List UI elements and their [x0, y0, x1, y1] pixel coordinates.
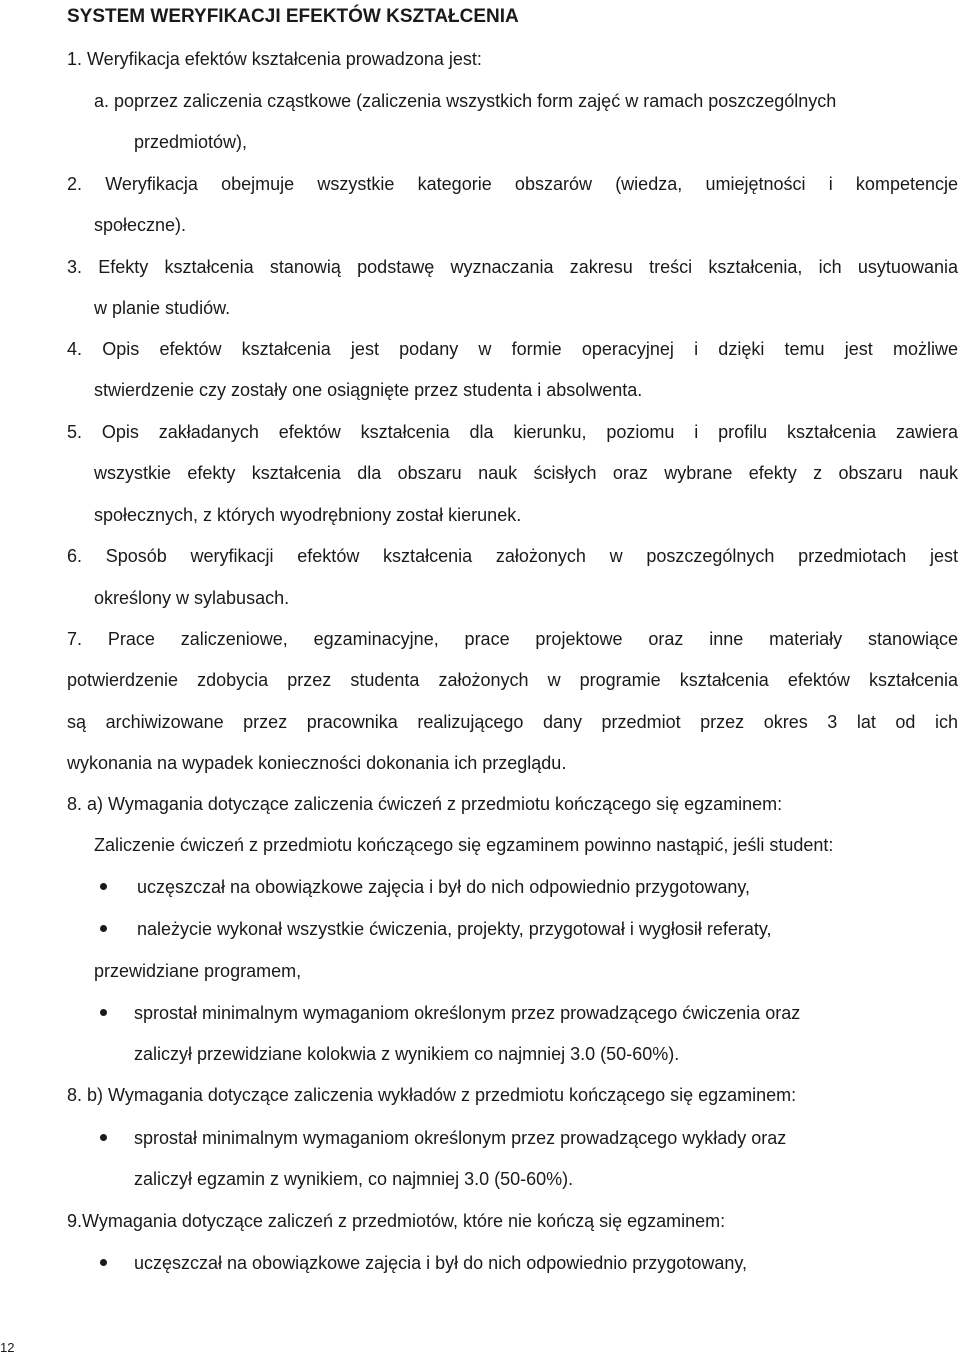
- item-8a-bullet-2: należycie wykonał wszystkie ćwiczenia, projekty, przygotował i wygłosił referaty,: [137, 919, 772, 939]
- item-8a-heading: 8. a) Wymagania dotyczące zaliczenia ćwiczeń z przedmiotu kończącego się egzaminem:: [67, 794, 783, 814]
- bullet-icon: [100, 925, 107, 932]
- item-8b-bullet-1-line2: zaliczył egzamin z wynikiem, co najmniej 3.0 (50-60%).: [134, 1169, 574, 1189]
- item-9-heading: 9.Wymagania dotyczące zaliczeń z przedmiotów, które nie kończą się egzaminem:: [67, 1211, 726, 1231]
- bullet-icon: [100, 883, 107, 890]
- item-1a-line2: przedmiotów),: [134, 132, 248, 152]
- item-8a-bullet-3-line2: zaliczył przewidziane kolokwia z wynikiem co najmniej 3.0 (50-60%).: [134, 1044, 680, 1064]
- item-3-line1: 3. Efekty kształcenia stanowią podstawę wyznaczania zakresu treści kształcenia, ich usytuowania: [67, 257, 958, 277]
- item-7-line3: są archiwizowane przez pracownika realizującego dany przedmiot przez okres 3 lat od ich: [67, 712, 958, 732]
- page-title: SYSTEM WERYFIKACJI EFEKTÓW KSZTAŁCENIA: [67, 6, 519, 27]
- bullet-icon: [100, 1134, 107, 1141]
- bullet-icon: [100, 1259, 107, 1266]
- item-7-line2: potwierdzenie zdobycia przez studenta założonych w programie kształcenia efektów kształcenia: [67, 670, 958, 690]
- page-number: 12: [0, 1340, 15, 1355]
- item-7-line1: 7. Prace zaliczeniowe, egzaminacyjne, prace projektowe oraz inne materiały stanowiące: [67, 629, 958, 649]
- item-3-line2: w planie studiów.: [94, 298, 231, 318]
- item-6-line2: określony w sylabusach.: [94, 588, 290, 608]
- item-8a-bullet-3-line1: sprostał minimalnym wymaganiom określonym przez prowadzącego ćwiczenia oraz: [134, 1003, 801, 1023]
- item-4-line2: stwierdzenie czy zostały one osiągnięte przez studenta i absolwenta.: [94, 380, 643, 400]
- item-2-line1: 2. Weryfikacja obejmuje wszystkie kategorie obszarów (wiedza, umiejętności i kompetencje: [67, 174, 958, 194]
- bullet-icon: [100, 1009, 107, 1016]
- item-8b-bullet-1-line1: sprostał minimalnym wymaganiom określonym przez prowadzącego wykłady oraz: [134, 1128, 787, 1148]
- item-5-line1: 5. Opis zakładanych efektów kształcenia dla kierunku, poziomu i profilu kształcenia zawiera: [67, 422, 958, 442]
- item-8b-heading: 8. b) Wymagania dotyczące zaliczenia wykładów z przedmiotu kończącego się egzaminem:: [67, 1085, 797, 1105]
- item-2-line2: społeczne).: [94, 215, 187, 235]
- item-8a-bullet-1: uczęszczał na obowiązkowe zajęcia i był do nich odpowiednio przygotowany,: [137, 877, 751, 897]
- item-8a-bullet-2-cont: przewidziane programem,: [94, 961, 302, 981]
- item-8a-intro: Zaliczenie ćwiczeń z przedmiotu kończącego się egzaminem powinno nastąpić, jeśli student:: [94, 835, 834, 855]
- item-5-line3: społecznych, z których wyodrębniony został kierunek.: [94, 505, 522, 525]
- item-5-line2: wszystkie efekty kształcenia dla obszaru nauk ścisłych oraz wybrane efekty z obszaru nauk: [94, 463, 958, 483]
- item-9-bullet-1: uczęszczał na obowiązkowe zajęcia i był do nich odpowiednio przygotowany,: [134, 1253, 748, 1273]
- item-6-line1: 6. Sposób weryfikacji efektów kształcenia założonych w poszczególnych przedmiotach jest: [67, 546, 958, 566]
- item-4-line1: 4. Opis efektów kształcenia jest podany w formie operacyjnej i dzięki temu jest możliwe: [67, 339, 958, 359]
- item-7-line4: wykonania na wypadek konieczności dokonania ich przeglądu.: [67, 753, 567, 773]
- item-1a-line1: a. poprzez zaliczenia cząstkowe (zaliczenia wszystkich form zajęć w ramach poszczególnych: [94, 91, 837, 111]
- item-1-intro: 1. Weryfikacja efektów kształcenia prowadzona jest:: [67, 49, 482, 69]
